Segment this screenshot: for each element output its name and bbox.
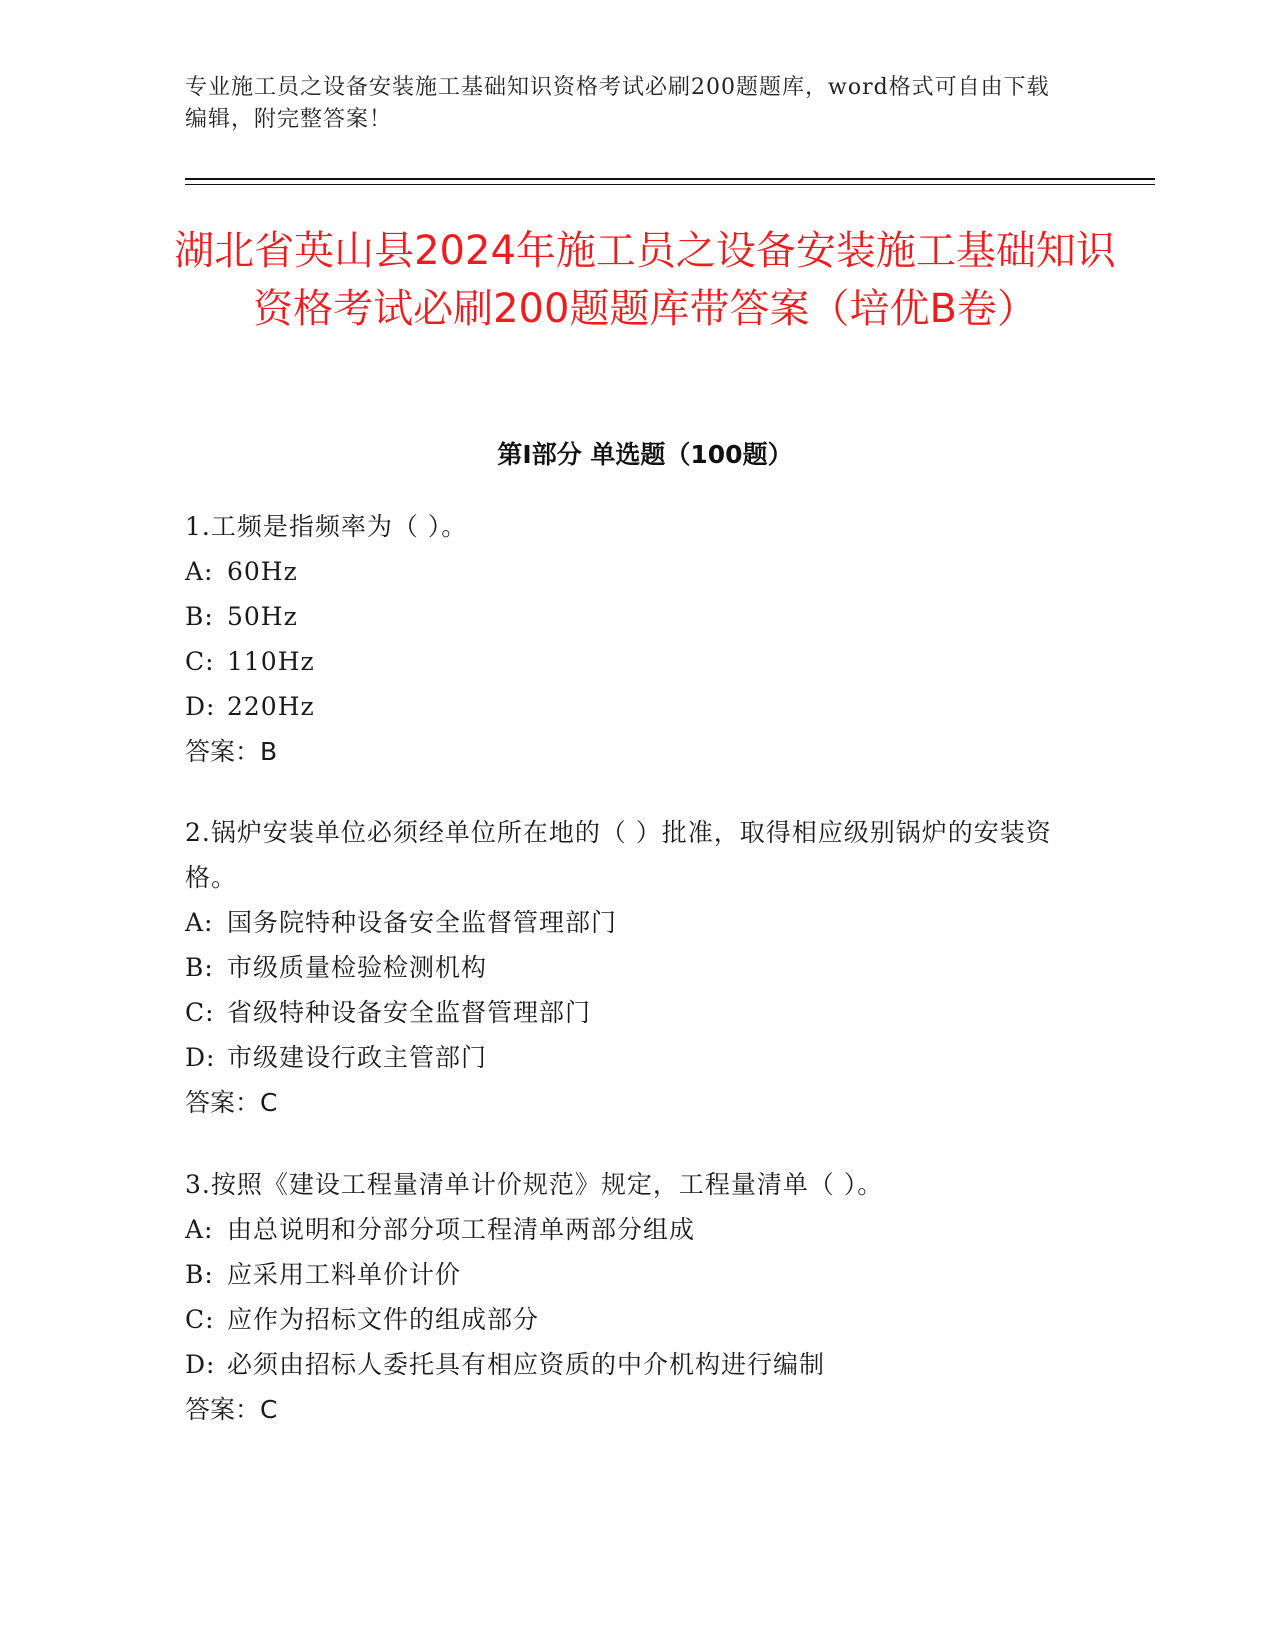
- option-key: A:: [185, 557, 214, 586]
- option-text: 省级特种设备安全监督管理部门: [227, 998, 592, 1027]
- section-title: 第Ⅰ部分 单选题（100题）: [497, 440, 793, 469]
- option-text: 应作为招标文件的组成部分: [227, 1305, 540, 1334]
- option-b: [185, 594, 1085, 639]
- option-a: [185, 900, 1085, 945]
- option-c: [185, 639, 1085, 684]
- option-key: D:: [185, 1043, 216, 1072]
- option-text: 50Hz: [227, 602, 298, 631]
- option-key: C:: [185, 1305, 215, 1334]
- option-b: [185, 1252, 1085, 1297]
- option-key: A:: [185, 1215, 214, 1244]
- option-text: 应采用工料单价计价: [227, 1260, 462, 1289]
- answer: 答案：C: [185, 1395, 278, 1424]
- option-d: [185, 684, 1085, 729]
- option-a: [185, 549, 1085, 594]
- option-text: 国务院特种设备安全监督管理部门: [227, 908, 618, 937]
- header-divider-thin: [185, 184, 1155, 185]
- header-note: 专业施工员之设备安装施工基础知识资格考试必刷200题题库，word格式可自由下载编辑，附完整答案！: [185, 75, 1050, 132]
- question-3: [185, 1162, 1085, 1432]
- question-text: 2.锅炉安装单位必须经单位所在地的（ ）批准，取得相应级别锅炉的安装资格。: [185, 818, 1052, 892]
- document-title: 湖北省英山县2024年施工员之设备安装施工基础知识资格考试必刷200题题库带答案（培优B卷）: [174, 228, 1116, 332]
- option-key: D:: [185, 692, 216, 721]
- option-text: 220Hz: [227, 692, 315, 721]
- option-key: C:: [185, 647, 215, 676]
- question-text: 1.工频是指频率为（ ）。: [185, 512, 468, 541]
- option-key: B:: [185, 1260, 214, 1289]
- option-text: 必须由招标人委托具有相应资质的中介机构进行编制: [227, 1350, 826, 1379]
- answer: 答案：B: [185, 737, 278, 766]
- option-c: [185, 1297, 1085, 1342]
- option-text: 60Hz: [227, 557, 298, 586]
- option-key: D:: [185, 1350, 216, 1379]
- header-divider-thick: [185, 178, 1155, 180]
- option-key: A:: [185, 908, 214, 937]
- question-2: [185, 810, 1085, 1125]
- option-b: [185, 945, 1085, 990]
- option-key: C:: [185, 998, 215, 1027]
- option-d: [185, 1035, 1085, 1080]
- option-key: B:: [185, 953, 214, 982]
- option-key: B:: [185, 602, 214, 631]
- option-a: [185, 1207, 1085, 1252]
- option-c: [185, 990, 1085, 1035]
- answer: 答案：C: [185, 1088, 278, 1117]
- option-text: 市级质量检验检测机构: [227, 953, 488, 982]
- question-text: 3.按照《建设工程量清单计价规范》规定，工程量清单（ ）。: [185, 1170, 884, 1199]
- option-text: 由总说明和分部分项工程清单两部分组成: [227, 1215, 696, 1244]
- option-d: [185, 1342, 1085, 1387]
- question-1: [185, 504, 1085, 774]
- option-text: 市级建设行政主管部门: [227, 1043, 488, 1072]
- option-text: 110Hz: [227, 647, 315, 676]
